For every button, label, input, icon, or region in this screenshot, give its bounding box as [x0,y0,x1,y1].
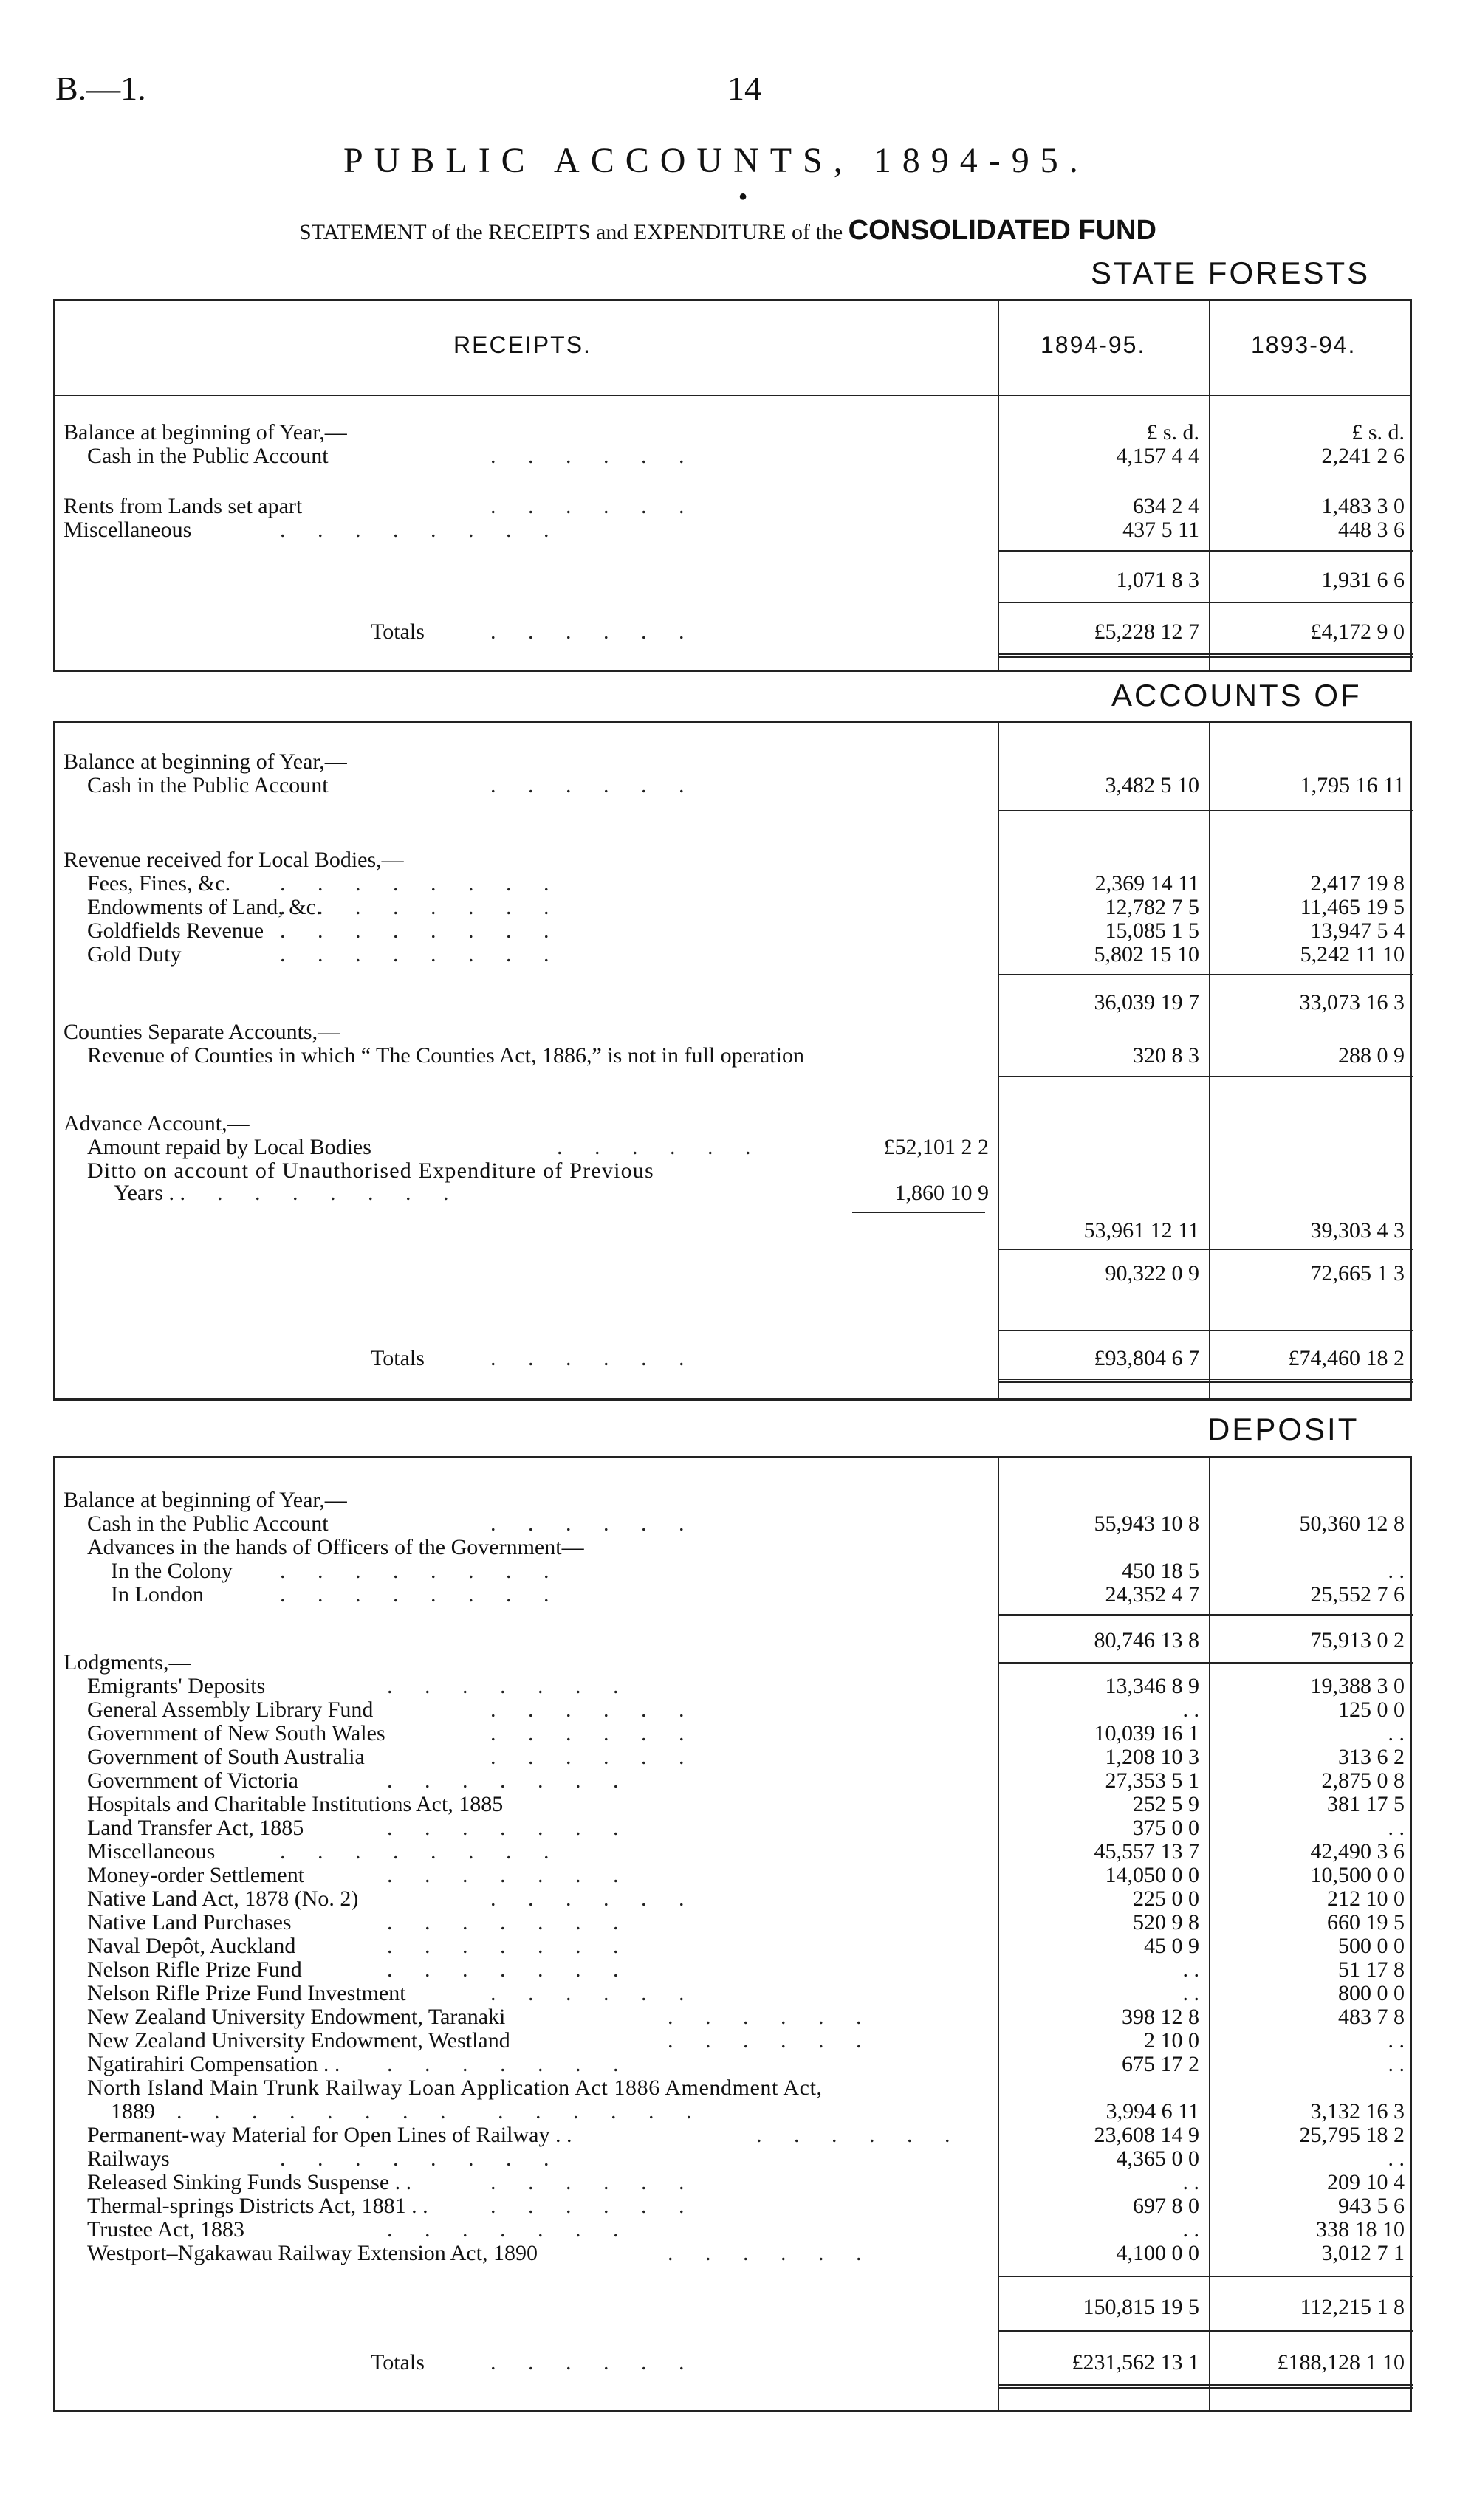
leader-dots: . . . . . . . . [280,871,563,896]
value-1893: 2,241 2 6 [1321,444,1405,468]
leader-dots: . . . . . . . [387,1674,632,1698]
leader-dots: . . . . . . [490,1981,698,2005]
total-1893: £74,460 18 2 [1288,1346,1405,1370]
value-1894: 437 5 11 [1122,518,1199,542]
row-label: Counties Separate Accounts,— [64,1020,340,1044]
value-1893: 288 0 9 [1338,1043,1405,1068]
value-1894: 15,085 1 5 [1105,919,1199,943]
row-label: Advance Account,— [64,1111,250,1136]
leader-dots: . . . . . . . [387,1910,632,1934]
leader-dots: . . . . . . . . [280,895,563,919]
value-1894: 3,994 6 11 [1106,2099,1199,2124]
value-1894: 4,157 4 4 [1116,444,1199,468]
row-label: Fees, Fines, &c. [87,871,231,896]
value-1894: 375 0 0 [1133,1816,1199,1840]
row-label: Emigrants' Deposits [87,1674,266,1698]
value-1894: 24,352 4 7 [1105,1582,1199,1607]
leader-dots: . . . . . . . [387,2052,632,2076]
totals-label: Totals [371,2350,425,2375]
row-label: In London [111,1582,204,1607]
leader-dots: . . . . . . . . [280,1559,563,1583]
value-1894: 520 9 8 [1133,1910,1199,1934]
row-label: Hospitals and Charitable Institutions Act, 1885 [87,1792,504,1816]
value-1894: 398 12 8 [1122,2005,1199,2029]
subtotal-1894: 150,815 19 5 [1083,2295,1199,2319]
row-label: Cash in the Public Account [87,444,329,468]
statement-prefix: STATEMENT of the RECEIPTS and EXPENDITURE of the [299,220,843,244]
total-1894: £5,228 12 7 [1094,619,1199,644]
leader-dots: . . . . . . [668,2241,875,2265]
leader-dots: . . . . . . . . [280,942,563,967]
value-1894: . . [1182,2217,1199,2242]
subtotal-1893: 33,073 16 3 [1299,990,1405,1014]
totals-label: Totals [371,1346,425,1370]
value-1894: 27,353 5 1 [1105,1768,1199,1793]
value-1894: 3,482 5 10 [1105,773,1199,797]
value-1893: . . [1388,2028,1405,2053]
row-label: Naval Depôt, Auckland [87,1934,296,1958]
row-label: Miscellaneous [64,518,192,542]
value-1893: 1,795 16 11 [1300,773,1405,797]
page-title: PUBLIC ACCOUNTS, 1894-95. [343,141,1089,180]
subtotal-1894: 90,322 0 9 [1105,1261,1199,1285]
value-1894: 23,608 14 9 [1094,2123,1199,2147]
value-1894: 4,100 0 0 [1116,2241,1199,2265]
value-1893: 313 6 2 [1338,1745,1405,1769]
value-1893: 660 19 5 [1327,1910,1405,1934]
value-1894: 45,557 13 7 [1094,1839,1199,1864]
value-1894: 1,208 10 3 [1105,1745,1199,1769]
unit-header: £ s. d. [1351,420,1405,444]
row-label: General Assembly Library Fund [87,1697,374,1722]
col-header-receipts: RECEIPTS. [453,332,592,358]
row-label: Land Transfer Act, 1885 [87,1816,304,1840]
leader-dots: . . . . . . [557,1135,764,1159]
row-label: Revenue of Counties in which “ The Counties Act, 1886,” is not in full operation [87,1043,804,1068]
row-label: Native Land Act, 1878 (No. 2) [87,1886,359,1911]
value-1893: 50,360 12 8 [1299,1511,1405,1536]
row-label: Government of South Australia [87,1745,365,1769]
value-1893: 3,012 7 1 [1321,2241,1405,2265]
col-header-1894: 1894-95. [1041,332,1146,358]
subtotal-1893: 72,665 1 3 [1310,1261,1405,1285]
leader-dots: . . . . . . [668,2005,875,2029]
total-1893: £4,172 9 0 [1310,619,1405,644]
row-label: Balance at beginning of Year,— [64,749,347,774]
value-1893: 500 0 0 [1338,1934,1405,1958]
total-1893: £188,128 1 10 [1277,2350,1405,2375]
value-1894: 12,782 7 5 [1105,895,1199,919]
col-header-1893: 1893-94. [1251,332,1357,358]
value-1894: 10,039 16 1 [1094,1721,1199,1745]
subtotal-1894: 80,746 13 8 [1094,1628,1199,1652]
totals-label: Totals [371,619,425,644]
row-label: North Island Main Trunk Railway Loan Application Act 1886 Amendment Act, [87,2076,823,2100]
value-1893: 19,388 3 0 [1310,1674,1405,1698]
leader-dots: . . . . . . [490,2194,698,2218]
value-1893: . . [1388,1559,1405,1583]
row-label: Balance at beginning of Year,— [64,1488,347,1512]
value-1893: 125 0 0 [1338,1697,1405,1722]
value-1894: 5,802 15 10 [1094,942,1199,967]
statement-fund: CONSOLIDATED FUND [848,215,1156,246]
value-1894: 450 18 5 [1122,1559,1199,1583]
total-1894: £231,562 13 1 [1072,2350,1199,2375]
unit-header: £ s. d. [1146,420,1199,444]
value-1894: . . [1182,1697,1199,1722]
subtotal-1893: 1,931 6 6 [1321,568,1405,592]
row-label: Thermal-springs Districts Act, 1881 . . [87,2194,428,2218]
value-1894: 252 5 9 [1133,1792,1199,1816]
statement-heading [299,215,1156,247]
value-1893: 1,483 3 0 [1321,494,1405,518]
inner-value: 1,860 10 9 [894,1181,989,1205]
value-1893: 39,303 4 3 [1310,1218,1405,1243]
leader-dots: . . . . . . . . [176,2099,459,2124]
row-label: Government of New South Wales [87,1721,385,1745]
document-reference: B.—1. [55,69,146,107]
value-1894: 55,943 10 8 [1094,1511,1199,1536]
row-label: Years . . [114,1181,185,1205]
value-1894: . . [1182,1981,1199,2005]
leader-dots: . . . . . . . [387,1816,632,1840]
row-label: Lodgments,— [64,1650,191,1675]
value-1893: . . [1388,2146,1405,2171]
subtotal-1894: 1,071 8 3 [1116,568,1199,592]
row-label: Released Sinking Funds Suspense . . [87,2170,412,2194]
leader-dots: . . . . . . . . [280,1582,563,1607]
leader-dots: . . . . . . . [387,1863,632,1887]
value-1894: 13,346 8 9 [1105,1674,1199,1698]
row-label: Permanent-way Material for Open Lines of Railway . . [87,2123,572,2147]
leader-dots: . . . . . . . . [280,2146,563,2171]
leader-dots: . . . . . . [490,1346,698,1370]
value-1893: 25,552 7 6 [1310,1582,1405,1607]
value-1894: . . [1182,2170,1199,2194]
row-label: Ditto on account of Unauthorised Expenditure of Previous [87,1158,654,1183]
accounts-of-table [53,721,1412,1401]
value-1894: . . [1182,1957,1199,1982]
row-label: Native Land Purchases [87,1910,292,1934]
leader-dots: . . . . . . [490,494,698,518]
row-label: Amount repaid by Local Bodies [87,1135,371,1159]
row-label: New Zealand University Endowment, Taranaki [87,2005,506,2029]
leader-dots: . . . . . . . [387,1957,632,1982]
row-label: Nelson Rifle Prize Fund Investment [87,1981,406,2005]
row-label: 1889 [111,2099,155,2124]
leader-dots: . . . . . . [668,2028,875,2053]
value-1893: 448 3 6 [1338,518,1405,542]
leader-dots: . . . . . . [756,2123,964,2147]
value-1893: . . [1388,1721,1405,1745]
row-label: Nelson Rifle Prize Fund [87,1957,302,1982]
value-1893: 51 17 8 [1338,1957,1405,1982]
leader-dots: . . . . . . [490,773,698,797]
value-1893: 25,795 18 2 [1299,2123,1405,2147]
value-1893: 212 10 0 [1327,1886,1405,1911]
section-heading-accounts-of: ACCOUNTS OF [1111,678,1362,713]
leader-dots: . . . . . . [490,1721,698,1745]
leader-dots: . . . . . . [490,1886,698,1911]
value-1894: 675 17 2 [1122,2052,1199,2076]
subtotal-1894: 36,039 19 7 [1094,990,1199,1014]
section-heading-deposit: DEPOSIT [1207,1412,1360,1446]
row-label: Trustee Act, 1883 [87,2217,245,2242]
leader-dots: . . . . . . . . [280,518,563,542]
value-1893: 381 17 5 [1327,1792,1405,1816]
leader-dots: . . . . . . . [387,1934,632,1958]
value-1894: 2,369 14 11 [1094,871,1199,896]
row-label: Goldfields Revenue [87,919,264,943]
total-1894: £93,804 6 7 [1094,1346,1199,1370]
value-1894: 697 8 0 [1133,2194,1199,2218]
leader-dots: . . . . . . [490,1697,698,1722]
value-1893: 2,875 0 8 [1321,1768,1405,1793]
row-label: Money-order Settlement [87,1863,305,1887]
leader-dots: . . . . . . . [387,2217,632,2242]
leader-dots: . . . . . . . . [280,919,563,943]
value-1893: 13,947 5 4 [1310,919,1405,943]
leader-dots: . . . . . . [490,1511,698,1536]
value-1894: 634 2 4 [1133,494,1199,518]
value-1893: 943 5 6 [1338,2194,1405,2218]
value-1893: 3,132 16 3 [1310,2099,1405,2124]
row-label: Advances in the hands of Officers of the Government— [87,1535,584,1559]
row-label: Balance at beginning of Year,— [64,420,347,444]
value-1894: 53,961 12 11 [1083,1218,1199,1243]
value-1893: 5,242 11 10 [1300,942,1405,967]
subtotal-1893: 112,215 1 8 [1300,2295,1405,2319]
ornament-dot: ● [738,188,748,205]
leader-dots: . . . . . . [498,2099,705,2124]
row-label: Ngatirahiri Compensation . . [87,2052,340,2076]
deposit-table [53,1456,1412,2412]
row-label: Miscellaneous [87,1839,216,1864]
row-label: Railways [87,2146,170,2171]
row-label: Cash in the Public Account [87,1511,329,1536]
leader-dots: . . . . . . [490,444,698,468]
value-1893: 2,417 19 8 [1310,871,1405,896]
value-1893: 10,500 0 0 [1310,1863,1405,1887]
row-label: Westport–Ngakawau Railway Extension Act, 1890 [87,2241,538,2265]
value-1893: 11,465 19 5 [1300,895,1405,919]
row-label: Cash in the Public Account [87,773,329,797]
row-label: Endowments of Land, &c. [87,895,322,919]
row-label: Gold Duty [87,942,182,967]
leader-dots: . . . . . . [490,2350,698,2375]
row-label: In the Colony [111,1559,233,1583]
leader-dots: . . . . . . [490,619,698,644]
value-1894: 45 0 9 [1144,1934,1199,1958]
inner-value: £52,101 2 2 [883,1135,989,1159]
value-1894: 320 8 3 [1133,1043,1199,1068]
leader-dots: . . . . . . . . [280,1839,563,1864]
value-1894: 225 0 0 [1133,1886,1199,1911]
value-1893: 42,490 3 6 [1310,1839,1405,1864]
section-heading-state-forests: STATE FORESTS [1091,255,1371,290]
value-1893: 209 10 4 [1327,2170,1405,2194]
row-label: New Zealand University Endowment, Westland [87,2028,510,2053]
value-1893: 483 7 8 [1338,2005,1405,2029]
value-1894: 4,365 0 0 [1116,2146,1199,2171]
value-1893: 800 0 0 [1338,1981,1405,2005]
leader-dots: . . . . . . [490,1745,698,1769]
value-1893: 338 18 10 [1316,2217,1405,2242]
page-number: 14 [727,69,761,107]
value-1893: . . [1388,2052,1405,2076]
value-1893: . . [1388,1816,1405,1840]
value-1894: 14,050 0 0 [1105,1863,1199,1887]
leader-dots: . . . . . . . [387,1768,632,1793]
leader-dots: . . . . . . . [217,1181,462,1205]
state-forests-table [53,299,1412,672]
row-label: Rents from Lands set apart [64,494,303,518]
value-1894: 2 10 0 [1144,2028,1199,2053]
row-label: Government of Victoria [87,1768,298,1793]
leader-dots: . . . . . . [490,2170,698,2194]
subtotal-1893: 75,913 0 2 [1310,1628,1405,1652]
row-label: Revenue received for Local Bodies,— [64,848,404,872]
